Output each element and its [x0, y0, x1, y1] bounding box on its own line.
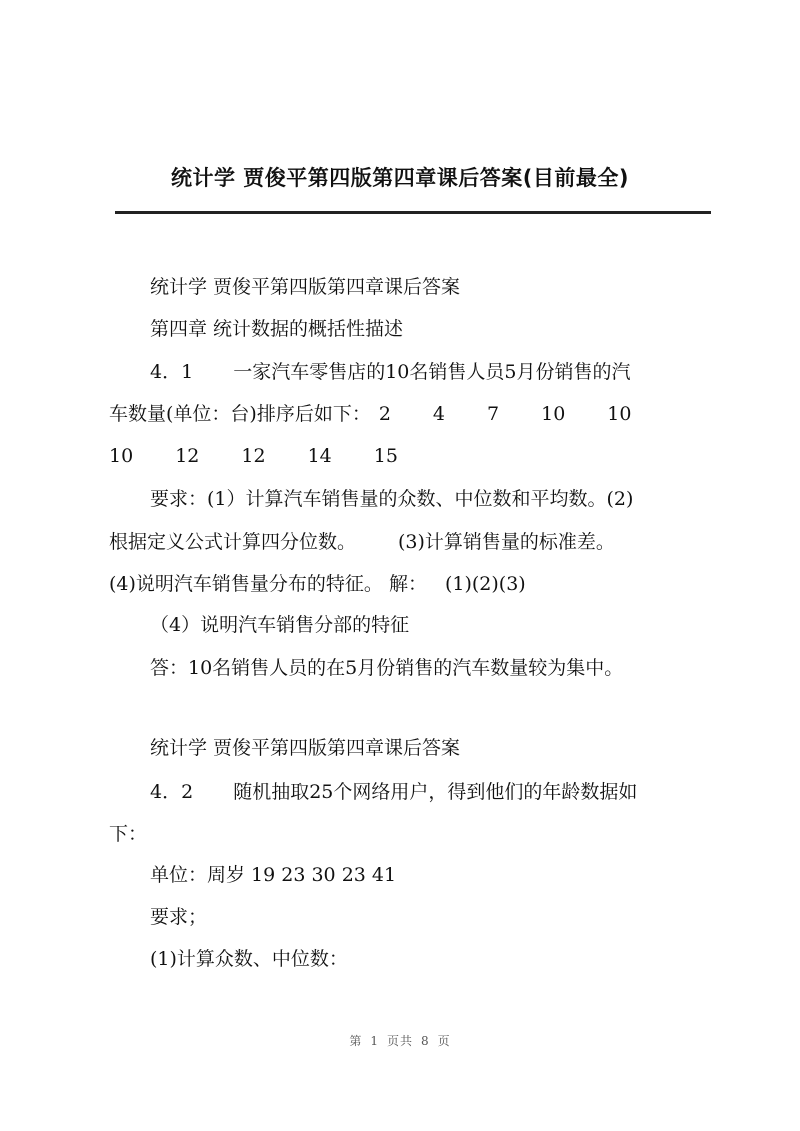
- data-value: 14: [307, 445, 332, 467]
- question-number: 4．1: [150, 361, 194, 383]
- requirements-line-2: [109, 529, 615, 555]
- data-value: 15: [373, 445, 398, 467]
- data-value: 7: [487, 403, 500, 425]
- requirement-1: (1)计算众数、中位数：: [150, 948, 348, 970]
- page-label: 页: [437, 1034, 451, 1048]
- page-current: 1: [370, 1034, 379, 1048]
- section-heading-2: 统计学 贾俊平第四版第四章课后答案: [150, 737, 461, 759]
- requirement-text: (4)说明汽车销售量分布的特征。 解：: [109, 573, 427, 595]
- part-4-heading: （4）说明汽车销售分部的特征: [150, 614, 410, 636]
- question-4-1-line-3: [109, 443, 398, 469]
- question-4-1-line-1: [150, 359, 630, 385]
- title-underline: [115, 211, 711, 214]
- requirement-text: 根据定义公式计算四分位数。: [109, 531, 357, 553]
- question-text: 随机抽取25个网络用户，得到他们的年龄数据如: [233, 781, 638, 803]
- data-value: 10: [607, 403, 632, 425]
- page-footer: [0, 1032, 800, 1049]
- page-label: 第: [349, 1034, 363, 1048]
- requirement-text: (1)(2)(3): [444, 573, 526, 595]
- answer-line: 答：10名销售人员的在5月份销售的汽车数量较为集中。: [150, 657, 624, 679]
- question-4-2-line-2: 下：: [109, 823, 148, 845]
- section-heading-1: 统计学 贾俊平第四版第四章课后答案: [150, 276, 461, 298]
- requirement-text: (3)计算销售量的标准差。: [398, 531, 615, 553]
- chapter-heading: 第四章 统计数据的概括性描述: [150, 318, 404, 340]
- data-value: 2: [378, 403, 391, 425]
- data-value: 10: [541, 403, 566, 425]
- requirements-line-1: 要求：(1）计算汽车销售量的众数、中位数和平均数。(2): [150, 488, 634, 510]
- question-4-1-line-2: [109, 401, 631, 427]
- question-4-2-line-1: [150, 779, 637, 805]
- data-value: 12: [175, 445, 200, 467]
- page-total: 8: [421, 1034, 430, 1048]
- question-text: 一家汽车零售店的10名销售人员5月份销售的汽: [233, 361, 631, 383]
- data-value: 12: [241, 445, 266, 467]
- units-line: 单位：周岁 19 23 30 23 41: [150, 864, 397, 886]
- question-number: 4．2: [150, 781, 194, 803]
- data-value: 10: [109, 445, 134, 467]
- document-title: 统计学 贾俊平第四版第四章课后答案(目前最全): [170, 166, 629, 190]
- requirements-line-3: [109, 571, 526, 597]
- question-text: 车数量(单位：台)排序后如下：: [109, 403, 371, 425]
- page-label: 页共: [386, 1034, 413, 1048]
- requirements-heading: 要求；: [150, 906, 208, 928]
- data-value: 4: [432, 403, 446, 425]
